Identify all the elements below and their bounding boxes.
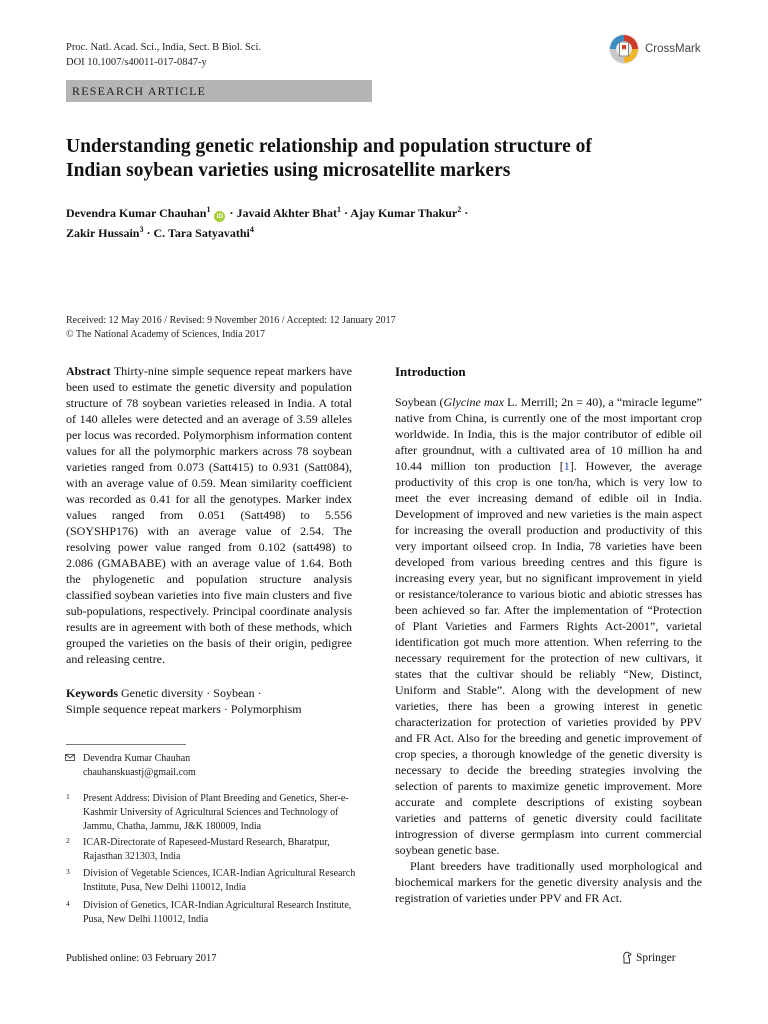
author-affiliation-number: 2 (457, 205, 462, 214)
abstract (66, 363, 352, 667)
copyright-line: © The National Academy of Sciences, India 2017 (66, 329, 266, 340)
citation-link[interactable]: 1 (563, 459, 570, 473)
orcid-icon[interactable]: iD (214, 211, 225, 222)
author-separator: · (143, 226, 154, 240)
introduction-paragraph-1 (395, 394, 702, 858)
author-name[interactable]: Javaid Akhter Bhat (236, 206, 337, 220)
journal-header (66, 40, 261, 70)
article-type-banner: RESEARCH ARTICLE (66, 80, 372, 102)
author-name[interactable]: C. Tara Satyavathi (153, 226, 250, 240)
crossmark-badge[interactable] (608, 33, 701, 65)
author-name[interactable]: Devendra Kumar Chauhan (66, 206, 207, 220)
author-separator: · (340, 206, 351, 220)
intro-text-segment: L. Merrill; 2n = 40), a “miracle legume” native from China, is currently one of the most important crop worldwide. In India, this is the major contributor of edible oil after groundnut, with a cultivated area of 10 million ha and 10.44 million ton production [ (395, 395, 703, 473)
publisher-name: Springer (636, 951, 676, 964)
affiliation-text: Division of Vegetable Sciences, ICAR-Indian Agricultural Research Institute, Pusa, New Delhi 110012, India (83, 868, 356, 893)
publisher-logo[interactable] (621, 951, 676, 964)
correspondence-footnote (66, 752, 366, 780)
abstract-label: Abstract (66, 364, 111, 378)
affiliation-text: Division of Genetics, ICAR-Indian Agricultural Research Institute, Pusa, New Delhi 110012, India (83, 900, 352, 925)
keywords-line-1: Genetic diversity · Soybean · (121, 686, 262, 700)
intro-text-segment: ]. However, the average productivity of this crop is one ton/ha, which is very low to meet the ever increasing demand of edible oil in India. Development of improved and new varieties is the main aspect for increasing the overall production and productivity of this very important oilseed crop. In India, 78 varieties have been developed from various breeding centres and this figure is increasing every year, but no significant improvement in yield or resistance/tolerance to various biotic and abiotic stresses has been achieved so far. After the implementation of “Protection of Plant Varieties and Farmers Rights Act-2001”, varietal identification got much more attention. When referring to the necessary requirement for the protection of new cultivars, it states that the cultivar should be reliably “New, Distinct, Uniform and Stable”. Along with the development of new varieties, there has been a growing interest in genetic characterization for protection of varieties provided by PPV and FR Act. Also for the breeding and genetic improvement of crop species, a thorough knowledge of the genetic diversity is necessary to decide the breeding strategies involving the selection of parents to maximize genetic improvement. More accurate and complete descriptions of existing soybean varieties and patterns of genetic diversity could facilitate introgression of diverse germplasm into current commercial soybean genetic base. (395, 459, 702, 857)
crossmark-icon (608, 33, 640, 65)
affiliation-item (66, 899, 366, 927)
affiliation-item (66, 836, 366, 864)
received-revised-accepted: Received: 12 May 2016 / Revised: 9 November 2016 / Accepted: 12 January 2017 (66, 315, 396, 326)
doi[interactable]: DOI 10.1007/s40011-017-0847-y (66, 57, 207, 68)
corresponding-author-email[interactable]: chauhanskuastj@gmail.com (83, 767, 196, 778)
author-affiliation-number: 1 (336, 205, 341, 214)
crossmark-label: CrossMark (645, 43, 701, 55)
affiliation-number: 1 (66, 792, 70, 801)
affiliation-item (66, 792, 366, 834)
introduction-paragraph-2: Plant breeders have traditionally used morphological and biochemical markers for the genetic diversity analysis and the registration of varieties under PPV and FR Act. (395, 859, 702, 905)
springer-horse-icon (621, 951, 633, 964)
footnote-divider (66, 744, 186, 745)
article-history (66, 314, 396, 342)
abstract-text: Thirty-nine simple sequence repeat markers have been used to estimate the genetic diversity and population structure of 78 soybean varieties released in India. A total of 140 alleles were detected and an average of 3.59 alleles per locus was recorded. Polymorphism information content values for all the polymorphic markers across 78 soybean varieties ranged from 0.073 (Satt415) to 0.931 (Satt084), with an average value of 0.59. Mean similarity coefficient was recorded as 0.41 for all the genotypes. Marker index values ranged from 0.051 (Satt498) to 5.556 (SOYSHP176) with an average value of 2.54. The resolving power value ranged from 0.102 (satt498) to 2.086 (GMABABE) with an average value of 1.64. Both the phylogenetic and population structure analysis classified soybean varieties into five main clusters and five sub-populations, respectively. Principal coordinate analysis results are in agreement with both of these methods, which grouped the varieties on the basis of their origin, pedigree and releasing centre. (66, 364, 352, 666)
affiliation-number: 3 (66, 867, 70, 876)
published-online: Published online: 03 February 2017 (66, 953, 217, 964)
author-affiliation-number: 3 (139, 225, 144, 234)
affiliation-text: Present Address: Division of Plant Breeding and Genetics, Sher-e-Kashmir University of Agricultural Sciences and Technology of Jammu, Chatha, Jammu, J&K 180009, India (83, 793, 349, 832)
intro-text-segment: Soybean ( (395, 395, 444, 409)
author-separator: · (226, 206, 237, 220)
journal-name: Proc. Natl. Acad. Sci., India, Sect. B Biol. Sci. (66, 42, 262, 53)
keywords-line-2: Simple sequence repeat markers · Polymorphism (66, 702, 302, 716)
affiliation-number: 2 (66, 836, 70, 845)
author-list (66, 202, 566, 241)
paper-title: Understanding genetic relationship and population structure of Indian soybean varieties using microsatellite markers (66, 136, 592, 181)
keywords-label: Keywords (66, 686, 118, 700)
keywords (66, 685, 352, 717)
affiliation-number: 4 (66, 899, 70, 908)
corresponding-author-name: Devendra Kumar Chauhan (83, 753, 191, 764)
introduction-body (395, 394, 702, 906)
species-name: Glycine max (443, 395, 504, 409)
affiliation-item (66, 867, 366, 895)
author-affiliation-number: 1 (206, 205, 211, 214)
author-affiliation-number: 4 (249, 225, 254, 234)
author-separator: · (461, 206, 469, 220)
author-name[interactable]: Zakir Hussain (66, 226, 140, 240)
introduction-heading: Introduction (395, 364, 466, 379)
affiliation-text: ICAR-Directorate of Rapeseed-Mustard Research, Bharatpur, Rajasthan 321303, India (83, 837, 330, 862)
author-name[interactable]: Ajay Kumar Thakur (350, 206, 458, 220)
envelope-icon (65, 754, 75, 761)
